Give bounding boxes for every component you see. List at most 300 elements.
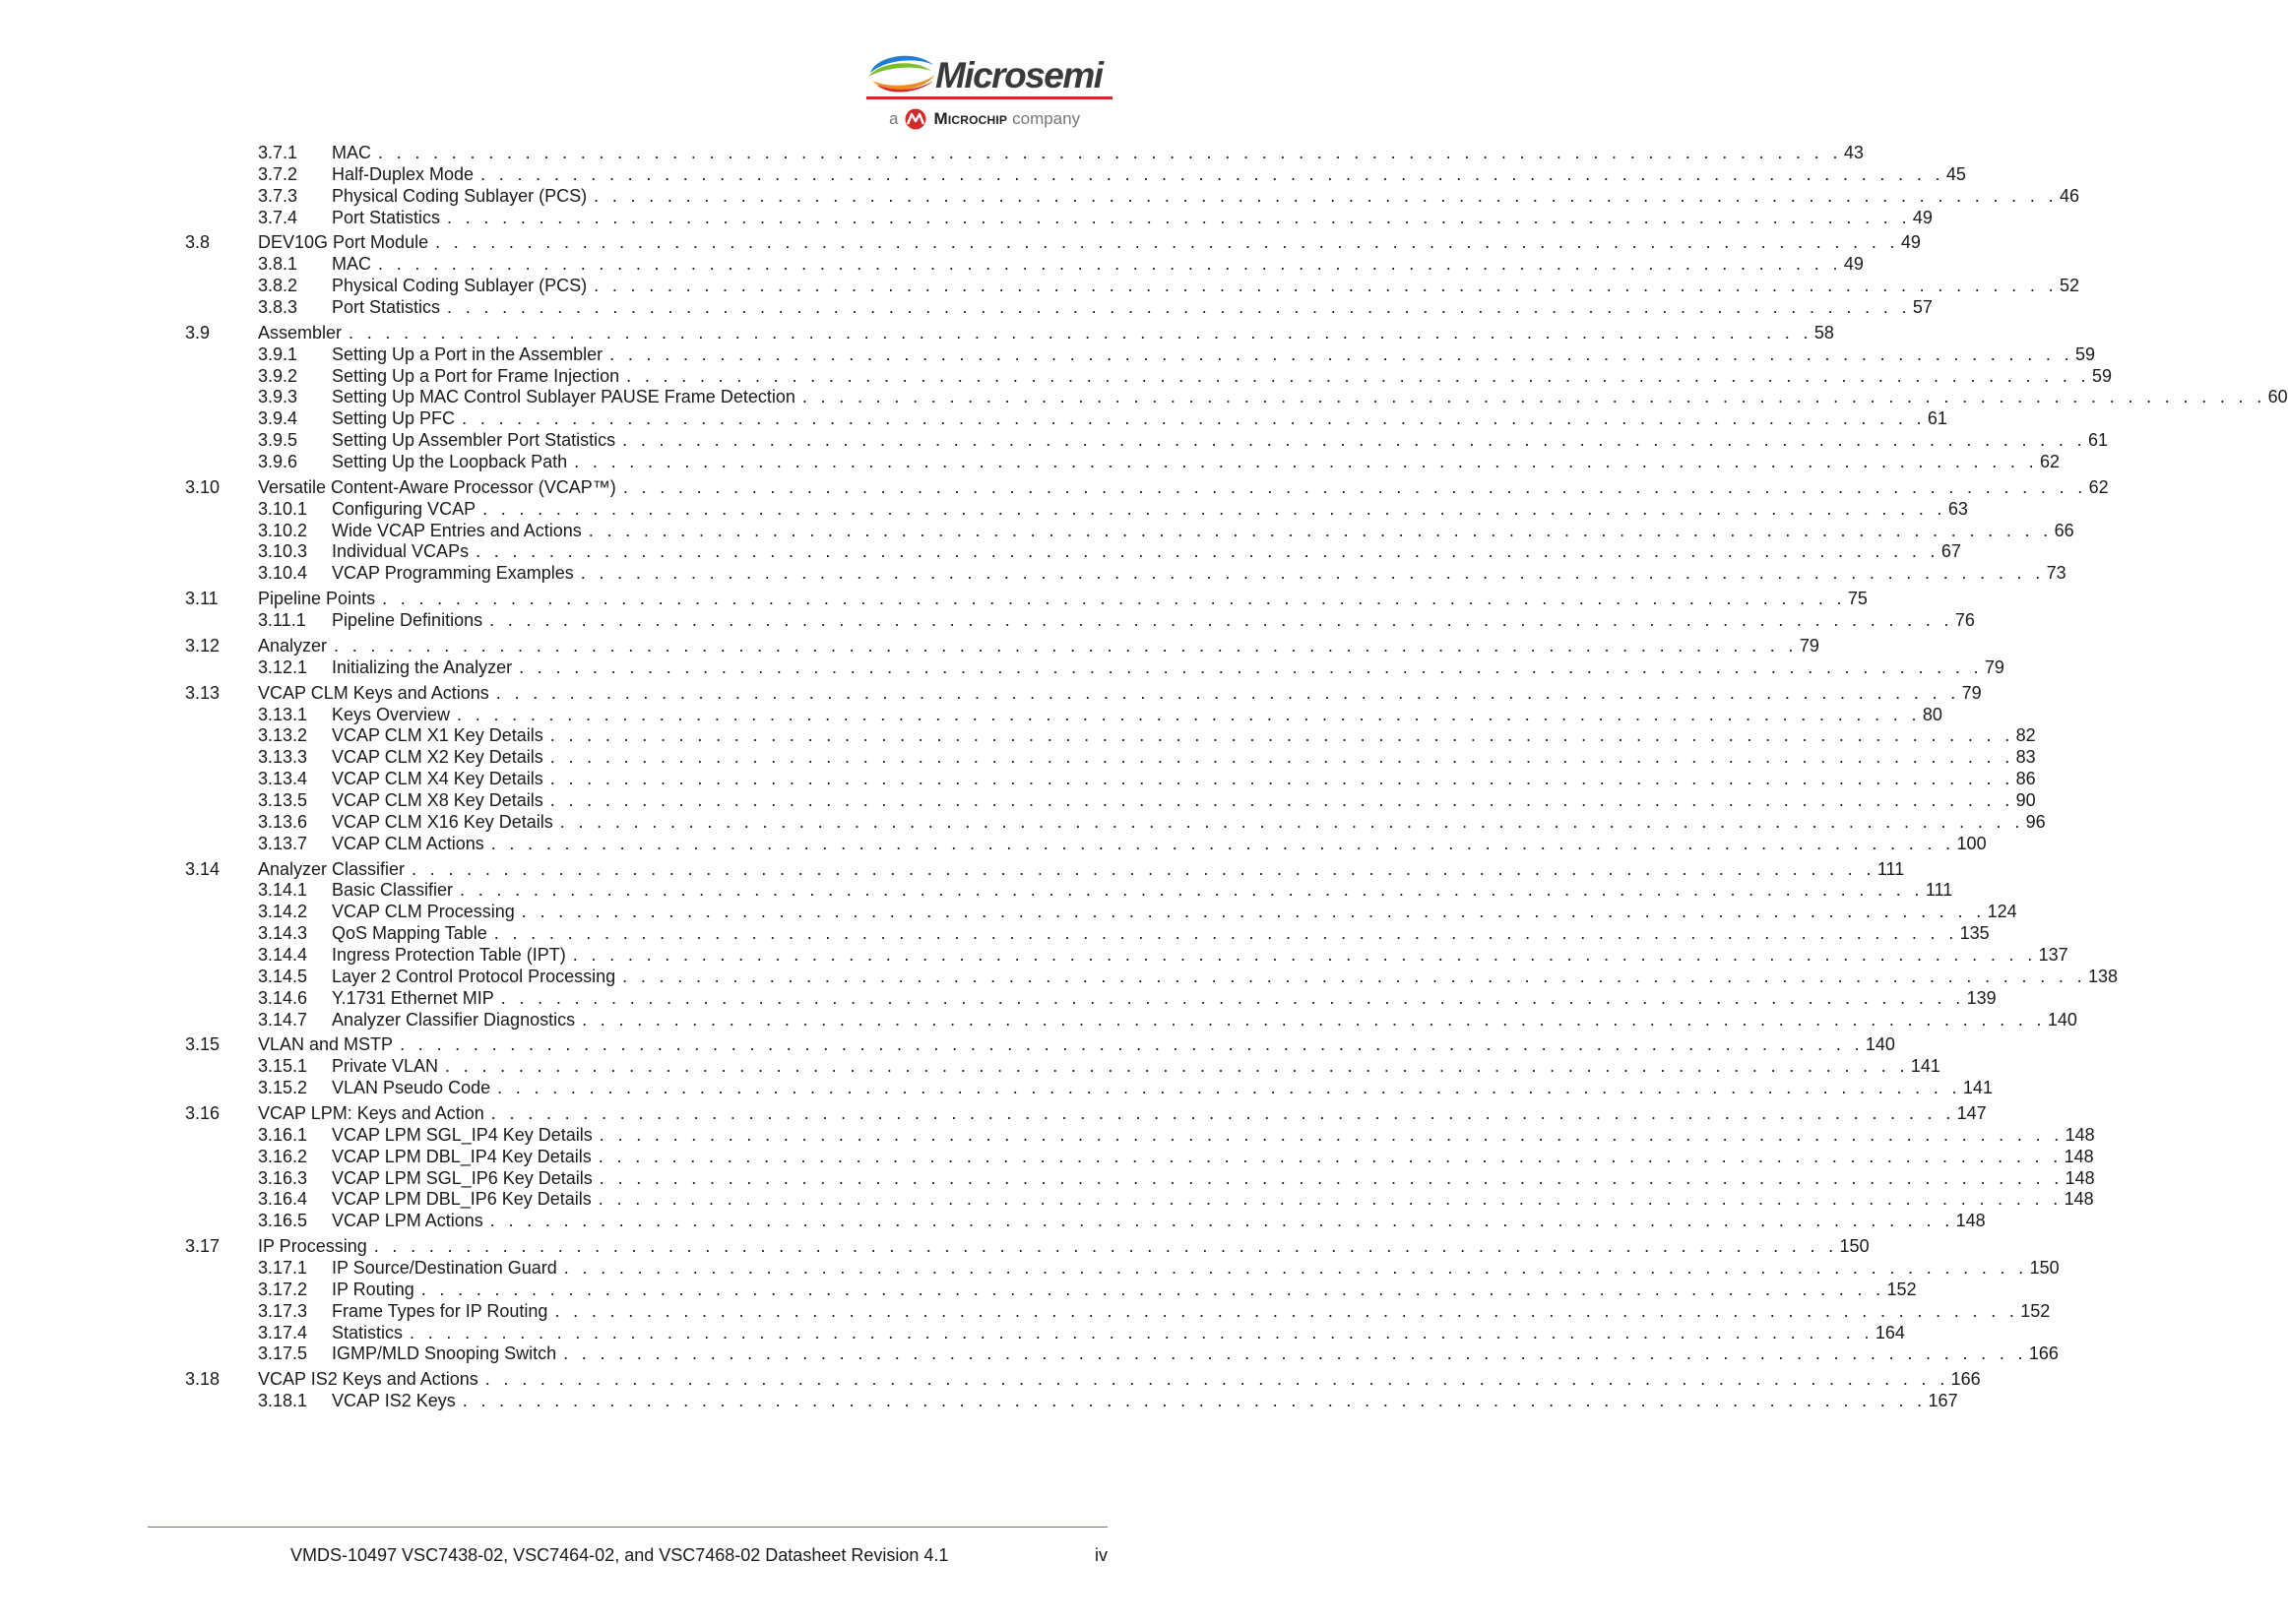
toc-entry-page: 148 [2065,1124,2095,1145]
toc-entry-page: 82 [2015,725,2036,746]
toc-entry[interactable] [258,879,1953,902]
toc-entry-page: 60 [2267,387,2288,407]
toc-dot-leader: . . . . . . . . . . . . . . . . . . . . . . . . . . . . . . . . . . . . . . . . . . . . . . . . . . . . . . . . . . . . . . . . . . . . . . . . . . . . . . . . [554,1300,2019,1321]
toc-entry-page: 141 [1962,1078,1993,1098]
toc-entry-title: Wide VCAP Entries and Actions [332,520,582,540]
toc-entry[interactable] [258,1390,1958,1412]
tagline-brand: Microchip [933,109,1008,128]
toc-entry-page: 62 [2039,452,2061,471]
toc-entry[interactable] [258,520,2074,542]
toc-entry-line [258,1235,1870,1258]
toc-entry-title: VLAN Pseudo Code [332,1078,491,1098]
toc-entry-number: 3.8.1 [258,254,298,275]
toc-entry-line [332,1343,2059,1365]
toc-entry-line [332,811,2046,834]
toc-entry-page: 147 [1956,1103,1987,1123]
toc-entry-page: 62 [2088,476,2109,497]
toc-entry-number: 3.8 [185,232,211,253]
toc-entry-title: VCAP LPM DBL_IP6 Key Details [332,1189,592,1210]
toc-entry-number: 3.15.1 [258,1056,308,1077]
toc-entry[interactable] [258,789,2036,812]
toc-entry-title: Initializing the Analyzer [332,656,513,677]
toc-entry-title: Port Statistics [332,207,441,227]
toc-entry-page: 148 [2065,1167,2095,1188]
toc-entry-page: 76 [1954,610,1975,631]
toc-entry[interactable] [258,1009,2077,1031]
toc-entry-number: 3.15.2 [258,1078,308,1098]
toc-dot-leader: . . . . . . . . . . . . . . . . . . . . . . . . . . . . . . . . . . . . . . . . . . . . . . . . . . . . . . . . . . . . . . . . . . . . . . . . . . . . . . . . [582,1009,2046,1030]
toc-entry-page: 140 [2047,1009,2077,1030]
toc-entry-page: 46 [2059,185,2079,206]
toc-entry[interactable] [185,322,1834,344]
toc-dot-leader: . . . . . . . . . . . . . . . . . . . . . . . . . . . . . . . . . . . . . . . . . . . . . . . . . . . . . . . . . . . . . . . . . . . . . . . . . . . . . . . . [378,254,1842,275]
toc-entry-line [332,185,2079,208]
toc-entry-title: VCAP CLM X4 Key Details [332,769,543,789]
toc-entry-title: VCAP IS2 Keys [332,1391,456,1411]
toc-entry[interactable] [258,724,2036,747]
toc-entry-title: Pipeline Points [258,589,376,609]
toc-entry-number: 3.14.7 [258,1009,308,1030]
toc-entry-line [332,1009,2077,1031]
toc-entry-title: Configuring VCAP [332,498,477,519]
toc-entry-line [332,1188,2094,1211]
toc-entry-title: VCAP Programming Examples [332,563,574,584]
toc-entry-line [332,987,1997,1010]
toc-entry-line [332,1146,2094,1168]
toc-entry-number: 3.12.1 [258,656,308,677]
toc-dot-leader: . . . . . . . . . . . . . . . . . . . . . . . . . . . . . . . . . . . . . . . . . . . . . . . . . . . . . . . . . . . . . . . . . . . . . . . . . . . . . . . . [447,297,1911,317]
toc-entry-number: 3.10 [185,476,221,497]
toc-dot-leader: . . . . . . . . . . . . . . . . . . . . . . . . . . . . . . . . . . . . . . . . . . . . . . . . . . . . . . . . . . . . . . . . . . . . . . . . . . . . . . . . [521,902,1986,922]
toc-entry-page: 138 [2087,966,2118,986]
toc-entry-number: 3.15 [185,1034,221,1055]
toc-entry[interactable] [185,858,1905,881]
toc-entry-page: 59 [2074,344,2095,364]
toc-dot-leader: . . . . . . . . . . . . . . . . . . . . . . . . . . . . . . . . . . . . . . . . . . . . . . . . . . . . . . . . . . . . . . . . . . . . . . . . . . . . . . . . [497,1078,1961,1098]
toc-entry-number: 3.9.4 [258,408,298,429]
toc-entry[interactable] [258,656,2004,679]
toc-dot-leader: . . . . . . . . . . . . . . . . . . . . . . . . . . . . . . . . . . . . . . . . . . . . . . . . . . . . . . . . . . . . . . . . . . . . . . . . . . . . . . . . [563,1258,2028,1278]
toc-dot-leader: . . . . . . . . . . . . . . . . . . . . . . . . . . . . . . . . . . . . . . . . . . . . . . . . . . . . . . . . . . . . . . . . . . . . . . . . . . . . . . . . [594,276,2058,296]
toc-entry-line [332,562,2066,585]
toc-entry-line [332,656,2004,679]
toc-entry[interactable] [258,1279,1917,1301]
toc-entry-title: VCAP CLM X8 Key Details [332,789,543,810]
toc-entry-line [332,1300,2051,1323]
toc-entry-title: Setting Up a Port in the Assembler [332,344,604,364]
toc-dot-leader: . . . . . . . . . . . . . . . . . . . . . . . . . . . . . . . . . . . . . . . . . . . . . . . . . . . . . . . . . . . . . . . . . . . . . . . . . . . . . . . . [622,476,2087,497]
toc-entry-line [258,682,1982,705]
toc-entry-title: Setting Up a Port for Frame Injection [332,365,620,386]
toc-entry-page: 139 [1966,987,1997,1008]
toc-entry-title: VCAP CLM Keys and Actions [258,682,489,703]
toc-entry-number: 3.14.4 [258,944,308,965]
toc-entry-line [332,833,1987,855]
toc-dot-leader: . . . . . . . . . . . . . . . . . . . . . . . . . . . . . . . . . . . . . . . . . . . . . . . . . . . . . . . . . . . . . . . . . . . . . . . . . . . . . . . . [400,1034,1864,1055]
toc-entry-title: Basic Classifier [332,880,454,901]
toc-entry-line [332,163,1966,186]
toc-entry-title: DEV10G Port Module [258,232,429,253]
toc-entry-line [332,768,2036,790]
toc-entry-line [332,142,1864,164]
toc-entry-page: 67 [1940,541,1961,562]
toc-entry-title: VCAP LPM Actions [332,1211,483,1231]
toc-entry-title: VCAP LPM DBL_IP4 Key Details [332,1146,592,1166]
toc-entry-page: 111 [1925,880,1953,901]
toc-entry-number: 3.16.1 [258,1124,308,1145]
toc-entry-number: 3.16.2 [258,1146,308,1166]
toc-entry[interactable] [258,562,2066,585]
toc-entry-line [258,1033,1895,1056]
toc-entry[interactable] [185,635,1819,657]
toc-entry-line [332,704,1942,726]
toc-entry[interactable] [258,609,1975,632]
toc-entry-title: Port Statistics [332,297,441,317]
toc-entry-page: 59 [2091,365,2112,386]
toc-dot-leader: . . . . . . . . . . . . . . . . . . . . . . . . . . . . . . . . . . . . . . . . . . . . . . . . . . . . . . . . . . . . . . . . . . . . . . . . . . . . . . . . [462,1391,1927,1411]
toc-entry[interactable] [258,746,2036,769]
toc-dot-leader: . . . . . . . . . . . . . . . . . . . . . . . . . . . . . . . . . . . . . . . . . . . . . . . . . . . . . . . . . . . . . . . . . . . . . . . . . . . . . . . . [594,185,2058,206]
toc-entry-page: 166 [1950,1369,1981,1390]
toc-entry-line [332,253,1864,276]
microsemi-swirl-icon [866,51,937,94]
toc-entry[interactable] [258,407,1947,430]
toc-entry-number: 3.13.3 [258,747,308,768]
toc-entry-title: Versatile Content-Aware Processor (VCAP™) [258,476,616,497]
toc-entry-line [332,275,2079,297]
toc-dot-leader: . . . . . . . . . . . . . . . . . . . . . . . . . . . . . . . . . . . . . . . . . . . . . . . . . . . . . . . . . . . . . . . . . . . . . . . . . . . . . . . . [572,944,2037,965]
toc-entry-title: Half-Duplex Mode [332,163,475,184]
toc-entry-page: 61 [1927,408,1947,429]
toc-entry-title: VCAP CLM X2 Key Details [332,747,543,768]
toc-entry[interactable] [258,944,2068,967]
toc-entry[interactable] [258,386,2288,408]
toc-entry-page: 63 [1947,498,1968,519]
toc-entry-title: Analyzer Classifier Diagnostics [332,1009,576,1030]
toc-entry-title: Private VLAN [332,1056,439,1077]
toc-dot-leader: . . . . . . . . . . . . . . . . . . . . . . . . . . . . . . . . . . . . . . . . . . . . . . . . . . . . . . . . . . . . . . . . . . . . . . . . . . . . . . . . [460,880,1924,901]
toc-entry-number: 3.10.4 [258,563,308,584]
footer-document-title: VMDS-10497 VSC7438-02, VSC7464-02, and VSC7468-02 Datasheet Revision 4.1 [290,1545,949,1565]
toc-entry-number: 3.13.6 [258,811,308,832]
toc-dot-leader: . . . . . . . . . . . . . . . . . . . . . . . . . . . . . . . . . . . . . . . . . . . . . . . . . . . . . . . . . . . . . . . . . . . . . . . . . . . . . . . . [435,232,1899,253]
toc-entry[interactable] [258,1343,2059,1365]
toc-entry-page: 100 [1956,833,1987,853]
toc-entry-line [332,944,2068,967]
toc-entry-title: VCAP CLM Actions [332,833,484,853]
toc-entry-title: IP Routing [332,1279,414,1299]
toc-entry-number: 3.17.3 [258,1300,308,1321]
toc-entry[interactable] [258,1167,2095,1190]
toc-entry[interactable] [258,1146,2094,1168]
toc-entry-number: 3.9.5 [258,430,298,451]
toc-entry-number: 3.17.4 [258,1322,308,1343]
toc-dot-leader: . . . . . . . . . . . . . . . . . . . . . . . . . . . . . . . . . . . . . . . . . . . . . . . . . . . . . . . . . . . . . . . . . . . . . . . . . . . . . . . . [484,1369,1949,1390]
toc-entry[interactable] [258,901,2017,923]
toc-entry-line [258,1102,1987,1125]
toc-entry-page: 49 [1843,254,1864,275]
toc-entry[interactable] [258,966,2118,988]
toc-entry-page: 148 [2064,1189,2094,1210]
toc-entry-page: 66 [2054,520,2074,540]
toc-entry-number: 3.14 [185,858,221,879]
tagline-suffix: company [1012,109,1081,128]
toc-entry-line [258,231,1921,254]
toc-entry-number: 3.14.3 [258,923,308,944]
toc-entry-page: 79 [1984,656,2004,677]
toc-entry-page: 45 [1945,163,1966,184]
toc-entry-title: Setting Up MAC Control Sublayer PAUSE Frame Detection [332,387,795,407]
toc-dot-leader: . . . . . . . . . . . . . . . . . . . . . . . . . . . . . . . . . . . . . . . . . . . . . . . . . . . . . . . . . . . . . . . . . . . . . . . . . . . . . . . . [549,769,2014,789]
toc-entry[interactable] [185,231,1921,254]
toc-entry-page: 79 [1799,635,1819,656]
toc-entry-title: VLAN and MSTP [258,1034,394,1055]
toc-dot-leader: . . . . . . . . . . . . . . . . . . . . . . . . . . . . . . . . . . . . . . . . . . . . . . . . . . . . . . . . . . . . . . . . . . . . . . . . . . . . . . . . [519,656,1983,677]
toc-entry-line [332,789,2036,812]
toc-entry-number: 3.17.1 [258,1258,308,1278]
toc-entry-title: VCAP LPM: Keys and Action [258,1103,484,1123]
toc-entry-line [332,451,2061,473]
toc-entry[interactable] [258,987,1997,1010]
toc-entry-page: 140 [1865,1034,1895,1055]
toc-dot-leader: . . . . . . . . . . . . . . . . . . . . . . . . . . . . . . . . . . . . . . . . . . . . . . . . . . . . . . . . . . . . . . . . . . . . . . . . . . . . . . . . [588,520,2053,540]
logo-underline [866,96,1112,99]
toc-entry-page: 52 [2059,276,2079,296]
toc-entry-page: 148 [2064,1146,2094,1166]
toc-entry-number: 3.16.3 [258,1167,308,1188]
toc-entry-line [332,1257,2060,1280]
toc-dot-leader: . . . . . . . . . . . . . . . . . . . . . . . . . . . . . . . . . . . . . . . . . . . . . . . . . . . . . . . . . . . . . . . . . . . . . . . . . . . . . . . . [599,1124,2064,1145]
toc-dot-leader: . . . . . . . . . . . . . . . . . . . . . . . . . . . . . . . . . . . . . . . . . . . . . . . . . . . . . . . . . . . . . . . . . . . . . . . . . . . . . . . . [493,923,1958,944]
toc-entry-page: 150 [1839,1236,1870,1257]
toc-entry[interactable] [185,682,1982,705]
toc-entry-line [332,1077,1993,1099]
toc-entry-title: MAC [332,143,371,162]
toc-entry-line [332,746,2036,769]
toc-entry-page: 79 [1961,682,1982,703]
footer-divider [148,1527,1108,1528]
toc-entry-page: 90 [2015,789,2036,810]
toc-entry[interactable] [258,540,1961,563]
toc-dot-leader: . . . . . . . . . . . . . . . . . . . . . . . . . . . . . . . . . . . . . . . . . . . . . . . . . . . . . . . . . . . . . . . . . . . . . . . . . . . . . . . . [476,541,1939,562]
toc-entry[interactable] [185,1102,1987,1125]
toc-dot-leader: . . . . . . . . . . . . . . . . . . . . . . . . . . . . . . . . . . . . . . . . . . . . . . . . . . . . . . . . . . . . . . . . . . . . . . . . . . . . . . . . [549,789,2014,810]
toc-dot-leader: . . . . . . . . . . . . . . . . . . . . . . . . . . . . . . . . . . . . . . . . . . . . . . . . . . . . . . . . . . . . . . . . . . . . . . . . . . . . . . . . [599,1167,2064,1188]
toc-entry[interactable] [258,768,2036,790]
toc-entry[interactable] [258,142,1864,164]
toc-entry[interactable] [258,922,1990,945]
toc-dot-leader: . . . . . . . . . . . . . . . . . . . . . . . . . . . . . . . . . . . . . . . . . . . . . . . . . . . . . . . . . . . . . . . . . . . . . . . . . . . . . . . . [373,1236,1838,1257]
toc-entry-line [332,879,1953,902]
toc-entry-line [332,429,2108,452]
toc-entry-number: 3.18.1 [258,1391,308,1411]
toc-entry-number: 3.10.2 [258,520,308,540]
toc-entry[interactable] [258,344,2095,366]
toc-dot-leader: . . . . . . . . . . . . . . . . . . . . . . . . . . . . . . . . . . . . . . . . . . . . . . . . . . . . . . . . . . . . . . . . . . . . . . . . . . . . . . . . [563,1343,2027,1364]
microsemi-logo [866,49,1112,138]
toc-entry-line [332,296,1933,319]
toc-entry-number: 3.8.2 [258,276,298,296]
toc-entry[interactable] [258,163,1966,186]
toc-entry-number: 3.10.1 [258,498,308,519]
toc-entry[interactable] [258,365,2112,388]
toc-entry[interactable] [185,1033,1895,1056]
toc-dot-leader: . . . . . . . . . . . . . . . . . . . . . . . . . . . . . . . . . . . . . . . . . . . . . . . . . . . . . . . . . . . . . . . . . . . . . . . . . . . . . . . . [334,635,1798,656]
toc-entry[interactable] [258,704,1942,726]
toc-dot-leader: . . . . . . . . . . . . . . . . . . . . . . . . . . . . . . . . . . . . . . . . . . . . . . . . . . . . . . . . . . . . . . . . . . . . . . . . . . . . . . . . [482,498,1946,519]
toc-entry-line [332,724,2036,747]
toc-entry[interactable] [185,1235,1870,1258]
toc-entry[interactable] [258,1210,1986,1232]
toc-entry-title: VCAP LPM SGL_IP4 Key Details [332,1124,593,1145]
toc-entry[interactable] [258,275,2079,297]
toc-entry-line [332,901,2017,923]
toc-entry-title: VCAP CLM Processing [332,902,515,922]
toc-entry-number: 3.14.1 [258,880,308,901]
toc-entry-page: 164 [1875,1322,1905,1343]
toc-entry[interactable] [258,207,1933,229]
toc-dot-leader: . . . . . . . . . . . . . . . . . . . . . . . . . . . . . . . . . . . . . . . . . . . . . . . . . . . . . . . . . . . . . . . . . . . . . . . . . . . . . . . . [382,589,1846,609]
toc-entry[interactable] [258,811,2046,834]
toc-entry-title: QoS Mapping Table [332,923,487,944]
toc-entry-title: Y.1731 Ethernet MIP [332,987,494,1008]
toc-entry-number: 3.8.3 [258,297,298,317]
toc-entry-number: 3.11.1 [258,610,306,631]
toc-entry-title: Layer 2 Control Protocol Processing [332,966,616,986]
toc-entry[interactable] [258,498,1968,521]
toc-entry[interactable] [258,185,2079,208]
toc-dot-leader: . . . . . . . . . . . . . . . . . . . . . . . . . . . . . . . . . . . . . . . . . . . . . . . . . . . . . . . . . . . . . . . . . . . . . . . . . . . . . . . . [626,365,2090,386]
toc-entry-number: 3.7.1 [258,143,298,162]
toc-entry-line [258,1368,1981,1391]
toc-entry-page: 86 [2015,769,2036,789]
toc-entry-page: 61 [2087,430,2108,451]
toc-entry[interactable] [258,1300,2051,1323]
toc-entry[interactable] [185,588,1868,610]
toc-entry-title: Statistics [332,1322,404,1343]
toc-entry-title: Setting Up Assembler Port Statistics [332,430,616,451]
toc-entry-page: 137 [2038,944,2068,965]
toc-entry-title: Pipeline Definitions [332,610,483,631]
toc-entry-page: 43 [1843,143,1864,162]
toc-entry-number: 3.13.2 [258,725,308,746]
toc-entry-line [258,588,1868,610]
toc-entry-number: 3.14.6 [258,987,308,1008]
toc-entry[interactable] [258,1124,2095,1147]
toc-dot-leader: . . . . . . . . . . . . . . . . . . . . . . . . . . . . . . . . . . . . . . . . . . . . . . . . . . . . . . . . . . . . . . . . . . . . . . . . . . . . . . . . [622,430,2086,451]
toc-dot-leader: . . . . . . . . . . . . . . . . . . . . . . . . . . . . . . . . . . . . . . . . . . . . . . . . . . . . . . . . . . . . . . . . . . . . . . . . . . . . . . . . [549,747,2014,768]
toc-dot-leader: . . . . . . . . . . . . . . . . . . . . . . . . . . . . . . . . . . . . . . . . . . . . . . . . . . . . . . . . . . . . . . . . . . . . . . . . . . . . . . . . [622,966,2086,986]
toc-dot-leader: . . . . . . . . . . . . . . . . . . . . . . . . . . . . . . . . . . . . . . . . . . . . . . . . . . . . . . . . . . . . . . . . . . . . . . . . . . . . . . . . [378,143,1842,162]
microchip-icon [903,108,928,130]
toc-entry[interactable] [258,833,1987,855]
toc-dot-leader: . . . . . . . . . . . . . . . . . . . . . . . . . . . . . . . . . . . . . . . . . . . . . . . . . . . . . . . . . . . . . . . . . . . . . . . . . . . . . . . . [598,1146,2063,1166]
toc-dot-leader: . . . . . . . . . . . . . . . . . . . . . . . . . . . . . . . . . . . . . . . . . . . . . . . . . . . . . . . . . . . . . . . . . . . . . . . . . . . . . . . . [462,408,1926,429]
toc-entry-line [332,365,2112,388]
toc-entry[interactable] [258,1188,2094,1211]
toc-dot-leader: . . . . . . . . . . . . . . . . . . . . . . . . . . . . . . . . . . . . . . . . . . . . . . . . . . . . . . . . . . . . . . . . . . . . . . . . . . . . . . . . [420,1279,1885,1299]
toc-entry[interactable] [258,1257,2060,1280]
toc-entry-line [332,207,1933,229]
toc-entry[interactable] [258,1322,1905,1344]
toc-entry-number: 3.12 [185,635,221,656]
toc-entry-number: 3.14.2 [258,902,308,922]
toc-dot-leader: . . . . . . . . . . . . . . . . . . . . . . . . . . . . . . . . . . . . . . . . . . . . . . . . . . . . . . . . . . . . . . . . . . . . . . . . . . . . . . . . [580,563,2045,584]
toc-entry-title: VCAP CLM X1 Key Details [332,725,543,746]
toc-entry-number: 3.7.4 [258,207,298,227]
toc-entry[interactable] [185,1368,1981,1391]
toc-dot-leader: . . . . . . . . . . . . . . . . . . . . . . . . . . . . . . . . . . . . . . . . . . . . . . . . . . . . . . . . . . . . . . . . . . . . . . . . . . . . . . . . [457,704,1921,724]
toc-entry[interactable] [185,476,2109,499]
toc-dot-leader: . . . . . . . . . . . . . . . . . . . . . . . . . . . . . . . . . . . . . . . . . . . . . . . . . . . . . . . . . . . . . . . . . . . . . . . . . . . . . . . . [801,387,2266,407]
logo-wordmark: Microsemi [935,55,1103,95]
toc-entry-page: 75 [1847,589,1868,609]
toc-entry-line [332,344,2095,366]
toc-entry-number: 3.16 [185,1103,221,1123]
toc-entry-page: 73 [2046,563,2066,584]
toc-entry[interactable] [258,253,1864,276]
toc-entry-number: 3.17.5 [258,1343,308,1364]
toc-entry-number: 3.16.5 [258,1211,308,1231]
toc-entry-number: 3.9.1 [258,344,298,364]
toc-entry-number: 3.13.4 [258,769,308,789]
toc-entry-page: 57 [1912,297,1933,317]
toc-entry-page: 167 [1928,1391,1958,1411]
toc-entry-line [332,520,2074,542]
toc-entry-title: Individual VCAPs [332,541,470,562]
toc-entry[interactable] [258,451,2061,473]
toc-entry-title: Setting Up the Loopback Path [332,452,568,471]
toc-entry-page: 111 [1876,858,1905,879]
toc-dot-leader: . . . . . . . . . . . . . . . . . . . . . . . . . . . . . . . . . . . . . . . . . . . . . . . . . . . . . . . . . . . . . . . . . . . . . . . . . . . . . . . . [445,1056,1909,1077]
toc-entry[interactable] [258,1077,1993,1099]
toc-entry-line [332,386,2288,408]
toc-entry-title: VCAP LPM SGL_IP6 Key Details [332,1167,593,1188]
toc-entry-page: 49 [1912,207,1933,227]
toc-entry-page: 58 [1813,322,1834,343]
toc-entry[interactable] [258,296,1933,319]
toc-entry-title: Setting Up PFC [332,408,456,429]
toc-entry[interactable] [258,429,2108,452]
toc-dot-leader: . . . . . . . . . . . . . . . . . . . . . . . . . . . . . . . . . . . . . . . . . . . . . . . . . . . . . . . . . . . . . . . . . . . . . . . . . . . . . . . . [412,858,1875,879]
toc-entry-title: Frame Types for IP Routing [332,1300,548,1321]
toc-entry-title: IGMP/MLD Snooping Switch [332,1343,557,1364]
toc-entry-title: Analyzer Classifier [258,858,406,879]
tagline-prefix: a [889,109,899,128]
toc-dot-leader: . . . . . . . . . . . . . . . . . . . . . . . . . . . . . . . . . . . . . . . . . . . . . . . . . . . . . . . . . . . . . . . . . . . . . . . . . . . . . . . . [349,322,1812,343]
toc-entry-page: 141 [1910,1056,1940,1077]
toc-entry-title: VCAP CLM X16 Key Details [332,811,553,832]
toc-dot-leader: . . . . . . . . . . . . . . . . . . . . . . . . . . . . . . . . . . . . . . . . . . . . . . . . . . . . . . . . . . . . . . . . . . . . . . . . . . . . . . . . [549,725,2014,746]
toc-entry-title: MAC [332,254,371,275]
toc-entry[interactable] [258,1055,1940,1078]
toc-entry-page: 152 [1886,1279,1917,1299]
toc-entry-line [332,407,1947,430]
toc-dot-leader: . . . . . . . . . . . . . . . . . . . . . . . . . . . . . . . . . . . . . . . . . . . . . . . . . . . . . . . . . . . . . . . . . . . . . . . . . . . . . . . . [574,452,2038,471]
toc-entry-number: 3.9.6 [258,452,298,471]
toc-dot-leader: . . . . . . . . . . . . . . . . . . . . . . . . . . . . . . . . . . . . . . . . . . . . . . . . . . . . . . . . . . . . . . . . . . . . . . . . . . . . . . . . [480,163,1944,184]
toc-dot-leader: . . . . . . . . . . . . . . . . . . . . . . . . . . . . . . . . . . . . . . . . . . . . . . . . . . . . . . . . . . . . . . . . . . . . . . . . . . . . . . . . [559,811,2024,832]
toc-entry-page: 166 [2028,1343,2059,1364]
toc-entry-number: 3.17 [185,1236,221,1257]
toc-entry-line [332,1279,1917,1301]
toc-dot-leader: . . . . . . . . . . . . . . . . . . . . . . . . . . . . . . . . . . . . . . . . . . . . . . . . . . . . . . . . . . . . . . . . . . . . . . . . . . . . . . . . [490,833,1955,853]
toc-entry-page: 80 [1922,704,1942,724]
toc-entry-line [332,966,2118,988]
toc-entry-number: 3.9.3 [258,387,298,407]
toc-entry-number: 3.16.4 [258,1189,308,1210]
toc-entry-number: 3.7.3 [258,185,298,206]
